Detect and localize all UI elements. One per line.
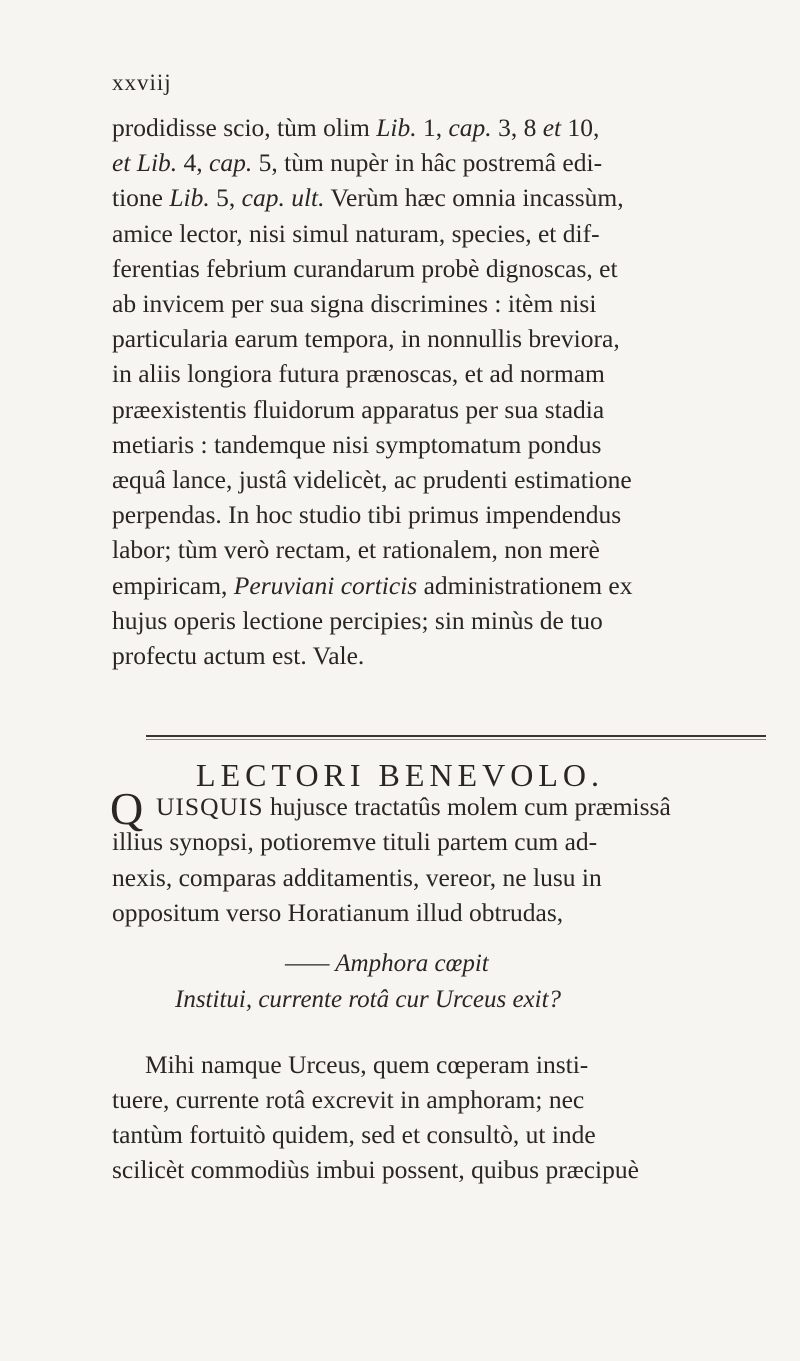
text-run: 5,: [209, 183, 242, 213]
text-run: in aliis longiora futura prænoscas, et ad normam: [112, 359, 605, 389]
text-run: metiaris : tandemque nisi symptomatum pondus: [112, 429, 602, 459]
preface-line: [112, 181, 762, 215]
section-heading: LECTORI BENEVOLO.: [196, 757, 604, 793]
section-divider: [146, 735, 766, 740]
preface-line: [112, 322, 762, 356]
verse-line: —— Amphora cœpit: [285, 950, 489, 977]
italic-run: et Lib.: [112, 148, 178, 178]
text-run: 3, 8: [491, 113, 543, 142]
text-run: empiricam,: [112, 570, 234, 600]
text-run: ab invicem per sua signa discrimines : itèm nisi: [112, 289, 597, 318]
text-run: profectu actum est. Vale.: [112, 641, 365, 670]
address-line-text: hujusce tractatûs molem cum præmissâ: [263, 792, 671, 821]
preface-line: [112, 604, 762, 638]
address-line: tuere, currente rotâ excrevit in amphoram; nec: [112, 1085, 585, 1114]
preface-line: [112, 428, 762, 462]
preface-line: [112, 252, 762, 286]
address-line: [156, 790, 800, 824]
text-run: particularia earum tempora, in nonnullis breviora,: [112, 324, 620, 354]
preface-line: [112, 146, 762, 180]
text-run: 10,: [561, 113, 600, 142]
preface-line: [112, 569, 762, 603]
text-run: 5, tùm nupèr in hâc postremâ edi-: [252, 148, 603, 178]
preface-line: [112, 498, 762, 532]
italic-run: cap.: [448, 113, 492, 142]
address-line: tantùm fortuitò quidem, sed et consultò, ut inde: [112, 1120, 596, 1149]
opening-word: UISQUIS: [156, 792, 264, 821]
preface-line: [112, 533, 762, 567]
address-line: Mihi namque Urceus, quem cœperam insti-: [145, 1050, 589, 1079]
italic-run: Lib.: [169, 183, 210, 213]
text-run: 4,: [177, 148, 210, 178]
text-run: hujus operis lectione percipies; sin minùs de tuo: [112, 605, 603, 635]
address-line: oppositum verso Horatianum illud obtrudas,: [112, 898, 564, 927]
text-run: præexistentis fluidorum apparatus per sua stadia: [112, 394, 605, 424]
preface-line: [112, 463, 762, 497]
preface-line: [112, 393, 762, 427]
text-run: amice lector, nisi simul naturam, species, et dif-: [112, 218, 600, 248]
italic-run: Lib.: [376, 113, 417, 142]
italic-run: et: [542, 113, 562, 142]
text-run: 1,: [416, 113, 449, 142]
preface-line: [112, 639, 762, 673]
text-run: æquâ lance, justâ videlicèt, ac prudenti estimatione: [112, 465, 632, 494]
text-run: tione: [112, 183, 170, 213]
page-number: xxviij: [112, 70, 172, 95]
italic-run: cap.: [209, 148, 253, 178]
text-run: labor; tùm verò rectam, et rationalem, non merè: [112, 535, 600, 565]
text-run: perpendas. In hoc studio tibi primus impendendus: [112, 500, 622, 530]
italic-run: Peruviani corticis: [233, 570, 418, 600]
address-line: nexis, comparas additamentis, vereor, ne lusu in: [112, 863, 602, 892]
text-run: ferentias febrium curandarum probè dignoscas, et: [112, 253, 618, 283]
preface-line: [112, 111, 762, 145]
preface-line: [112, 217, 762, 251]
preface-line: [112, 287, 762, 321]
address-line: scilicèt commodiùs imbui possent, quibus præcipuè: [112, 1155, 639, 1184]
italic-run: cap. ult.: [241, 183, 325, 213]
text-run: prodidisse scio, tùm olim: [112, 113, 377, 142]
verse-line: Institui, currente rotâ cur Urceus exit?: [175, 986, 562, 1013]
preface-line: [112, 357, 762, 391]
text-run: Verùm hæc omnia incassùm,: [324, 183, 624, 213]
address-line: illius synopsi, potioremve tituli partem cum ad-: [112, 827, 598, 856]
drop-capital: Q: [110, 783, 144, 834]
text-run: administrationem ex: [417, 570, 633, 600]
